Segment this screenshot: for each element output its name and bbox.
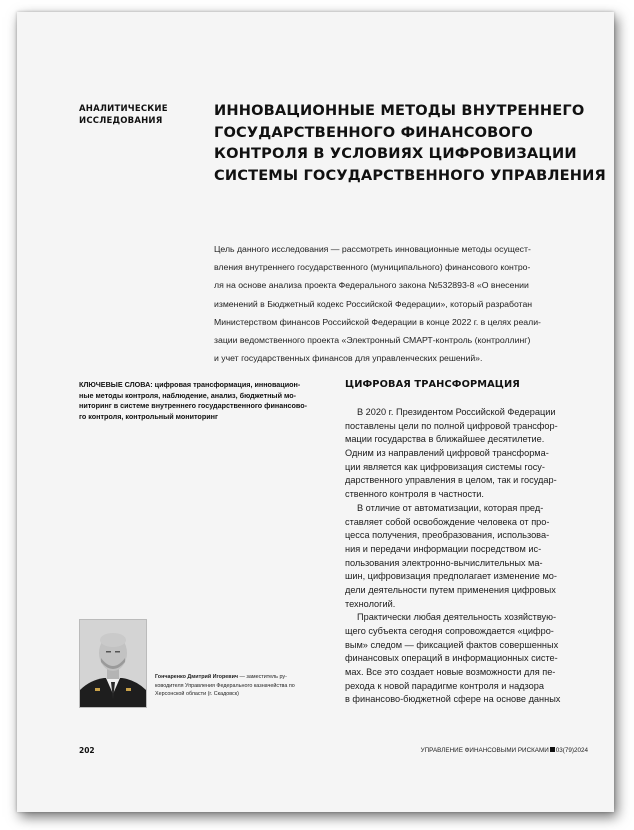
- body-line: дарственного управления в целом, так и государ-: [345, 475, 557, 486]
- abstract-line: изменений в Бюджетный кодекс Российской Федерации», который разработан: [214, 298, 533, 309]
- body-line: цесса получения, преобразования, использова-: [345, 530, 550, 541]
- caption-line: [155, 673, 335, 682]
- body-line: в финансово-бюджетной сфере на основе данных: [345, 694, 561, 705]
- page-number: 202: [79, 746, 95, 755]
- caption-line: Херсонской области (г. Скадовск): [155, 691, 239, 698]
- body-line: пользования электронно-вычислительных ма-: [345, 557, 543, 568]
- journal-issue: 03(79)2024: [555, 747, 588, 754]
- body-line: шин, цифровизация предполагает изменение мо-: [345, 571, 557, 582]
- square-separator-icon: [550, 747, 555, 752]
- author-position: — заместитель ру-: [238, 674, 287, 680]
- body-line: ственного контроля в частности.: [345, 489, 484, 500]
- body-line: финансовых операций в информационных систе-: [345, 653, 558, 664]
- title-line: СИСТЕМЫ ГОСУДАРСТВЕННОГО УПРАВЛЕНИЯ: [214, 166, 606, 184]
- abstract-line: зации ведомственного проекта «Электронный СМАРТ-контроль (контроллинг): [214, 335, 531, 346]
- body-line: ставляет собой освобождение человека от про-: [345, 516, 550, 527]
- article-title: [214, 100, 604, 186]
- keywords-line: КЛЮЧЕВЫЕ СЛОВА: цифровая трансформация, инновацион-: [79, 380, 301, 389]
- author-caption: [155, 673, 335, 699]
- keywords-line: ные методы контроля, наблюдение, анализ, бюджетный мо-: [79, 390, 296, 400]
- abstract-line: ля на основе анализа проекта Федерального закона №532893-8 «О внесении: [214, 280, 529, 291]
- body-line: ции является как цифровизация системы госу-: [345, 461, 545, 472]
- author-name: Гончаренко Дмитрий Игоревич: [155, 674, 239, 680]
- body-line: мах. Все это создает новые возможности для пе-: [345, 667, 556, 678]
- body-line: поставлены цели по полной цифровой трансфор-: [345, 420, 558, 431]
- body-line: В отличие от автоматизации, которая пред-: [357, 502, 544, 513]
- body-line: В 2020 г. Президентом Российской Федерации: [357, 407, 556, 417]
- body-line: Одним из направлений цифровой трансформа-: [345, 448, 549, 459]
- keywords: [79, 380, 319, 422]
- body-line: рехода к новой парадигме контроля и надзора: [345, 680, 544, 691]
- section-label-line: ИССЛЕДОВАНИЯ: [79, 116, 163, 126]
- section-label-line: АНАЛИТИЧЕСКИЕ: [79, 104, 168, 114]
- title-line: ГОСУДАРСТВЕННОГО ФИНАНСОВОГО: [214, 123, 533, 141]
- caption-line: ководителя Управления Федерального казначейства по: [155, 682, 295, 689]
- body-line: Практически любая деятельность хозяйствую-: [357, 612, 557, 623]
- body-line: щего субъекта сегодня сопровождается «цифро-: [345, 626, 554, 636]
- keywords-line: го контроля, контрольный мониторинг: [79, 411, 218, 421]
- body-line: мации государства в ближайшее десятилетие.: [345, 434, 545, 445]
- body-line: технологий.: [345, 598, 396, 609]
- abstract-line: вления внутреннего государственного (муниципального) финансового контро-: [214, 262, 531, 273]
- journal-footer: [421, 747, 588, 754]
- author-portrait-image: [80, 620, 146, 707]
- abstract: [214, 240, 599, 367]
- journal-page: [17, 12, 614, 812]
- body-text: [345, 406, 615, 707]
- title-line: КОНТРОЛЯ В УСЛОВИЯХ ЦИФРОВИЗАЦИИ: [214, 145, 577, 163]
- body-line: дели деятельности путем применения цифровых: [345, 584, 556, 595]
- keywords-line: ниторинг в системе внутреннего государственного финансово-: [79, 401, 308, 411]
- journal-title: УПРАВЛЕНИЕ ФИНАНСОВЫМИ РИСКАМИ: [420, 747, 549, 754]
- title-line: ИННОВАЦИОННЫЕ МЕТОДЫ ВНУТРЕННЕГО: [214, 102, 585, 119]
- body-line: вым» следом — фиксацией фактов совершенных: [345, 639, 559, 650]
- section-heading: ЦИФРОВАЯ ТРАНСФОРМАЦИЯ: [345, 379, 520, 390]
- abstract-line: и учет государственных финансов для управленческих решений».: [214, 353, 483, 364]
- abstract-line: Министерством финансов Российской Федерации в конце 2022 г. в целях реали-: [214, 316, 541, 327]
- body-line: ния и передачи информации посредством ис-: [345, 543, 542, 554]
- author-photo: [79, 619, 147, 708]
- section-label: [79, 103, 168, 127]
- abstract-line: Цель данного исследования — рассмотреть инновационные методы осущест-: [214, 244, 531, 254]
